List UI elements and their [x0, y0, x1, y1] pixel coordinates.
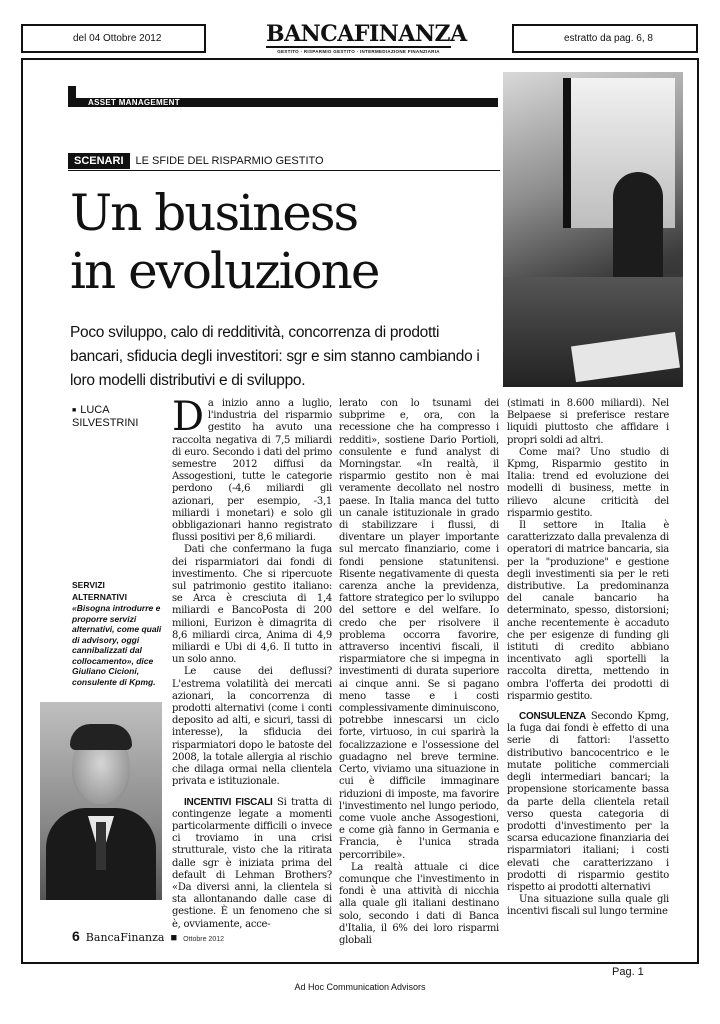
- portrait-tie: [96, 822, 106, 870]
- paragraph: Il settore in Italia è caratterizzato dalla prevalenza di operatori di matrice bancaria, sia per la "produzione" e gestione degli investimenti sia per le reti distributive. La predominanza del canale bancario ha determinato, spesso, distorsioni; anche recentemente è accaduto che per esigenze di funding gli istituti di credito abbiano incentivato agli sportelli la raccolta diretta, mettendo in ombra l'offerta dei prodotti di risparmio gestito.: [507, 520, 669, 702]
- sidenote-title-1: SERVIZI: [72, 580, 105, 590]
- folio-brand: BancaFinanza: [85, 931, 165, 944]
- header-extract: estratto da pag. 6, 8: [564, 33, 653, 44]
- portrait-hair: [70, 724, 132, 750]
- masthead-subtitle: GESTITO - RISPARMIO GESTITO - INTERMEDIAZIONE FINANZIARIA: [277, 49, 440, 54]
- rubric: [68, 152, 500, 171]
- header-date-box: [21, 24, 206, 53]
- paragraph-text: a inizio anno a luglio, l'industria del risparmio gestito ha avuto una raccolta negativa di 7,5 miliardi di euro. Secondo i dati del primo semestre 2012 diffusi da Assogestioni, tutte le categorie perdono (-4,6 miliardi gli azionari, per esempio, -3,1 miliardi i monetari) e solo gli obbligazionari hanno registrato flussi positivi per 8,6 miliardi.: [172, 398, 332, 544]
- headline-line-1: Un business: [70, 184, 358, 242]
- paragraph: La realtà attuale ci dice comunque che l'investimento in fondi è una attività di nicchia alla quale gli italiani destinano solo, secondo i dati di Banca d'Italia, il 6% dei loro risparmi globali: [339, 861, 499, 946]
- subhead: INCENTIVI FISCALI: [184, 796, 273, 808]
- byline-marker: ■: [72, 407, 77, 414]
- article-column-2: [339, 398, 499, 947]
- masthead-logo: BANCAFINANZA: [266, 21, 467, 47]
- office-photo: [503, 72, 683, 387]
- paragraph: Una situazione sulla quale gli incentivi fiscali sul lungo termine: [507, 894, 669, 918]
- header-date: del 04 Ottobre 2012: [73, 33, 162, 44]
- paragraph-text: Secondo Kpmg, la fuga dai fondi è effetto di una serie di fattori: l'assetto distributivo bancocentrico e le mutate politiche commerciali degli intermediari bancari; la propensione storicamente bassa da parte della clientela retail verso questa categoria di prodotti d'investimento per la scarsa educazione finanziaria dei risparmiatori italiani; i costi elevati che caratterizzano i prodotti di risparmio gestito rispetto ai prodotti alternativi: [507, 711, 669, 893]
- paragraph-text: Si tratta di contingenze legate a momenti particolarmente difficili o invece ci troviamo in una crisi strutturale, visto che la ritirata dalle sgr è iniziata prima del default di Lehman Brothers? «Da diversi anni, la clientela si sta allontanando dalle case di gestione. È un fenomeno che si è, ovviamente, acce-: [172, 796, 332, 930]
- sidenote: [72, 580, 168, 687]
- rubric-tag: SCENARI: [68, 153, 130, 169]
- byline-first-name: LUCA: [80, 404, 110, 416]
- headline: [70, 184, 490, 300]
- standfirst: Poco sviluppo, calo di redditività, concorrenza di prodotti bancari, sfiducia degli investitori: sgr e sim stanno cambiando i loro modelli distributivi e di sviluppo.: [70, 324, 480, 389]
- folio-date: Ottobre 2012: [183, 936, 225, 943]
- folio: [72, 928, 224, 944]
- masthead: [266, 21, 467, 54]
- section-label: ASSET MANAGEMENT: [88, 98, 180, 107]
- article-column-1: [172, 394, 332, 931]
- paragraph: [172, 394, 332, 544]
- rubric-topic: LE SFIDE DEL RISPARMIO GESTITO: [135, 155, 324, 167]
- paragraph: [172, 797, 332, 931]
- paragraph: lerato con lo tsunami dei subprime e, ora, con la recessione che ha compresso i redditi», sostiene Dario Portioli, consulente e fund analyst di Morningstar. «In realtà, il risparmio gestito non è mai veramente decollato nel nostro paese. In Italia manca del tutto un canale istituzionale in grado di stabilizzare i flussi, di diventare un player importante sul mercato finanziario, come i fondi pensione statunitensi. Risente negativamente di questa carenza anche la previdenza, fattore strategico per lo sviluppo del settore e del welfare. Io credo che per risolvere il problema occorra favorire, attraverso incentivi fiscali, il risparmiatore che si impegna in investimenti di durata superiore ai cinque anni. Se si pagano meno tasse e i costi complessivamente diminuiscono, potrebbe innescarsi un ciclo forte, virtuoso, in cui sparirà la focalizzazione e l'ossessione del guadagno nel breve termine. Certo, viviamo una situazione in cui è difficile immaginare riduzioni di imposte, ma favorire l'investimento nel lungo periodo, come vuole anche Assogestioni, e come già fanno in Germania e Francia, è l'unica strada percorribile».: [339, 398, 499, 861]
- sidenote-title-2: ALTERNATIVI: [72, 591, 127, 602]
- footer-agency: Ad Hoc Communication Advisors: [294, 982, 426, 992]
- byline-last-name: SILVESTRINI: [72, 417, 139, 429]
- section-bar: [68, 86, 498, 112]
- paragraph: Le cause dei deflussi? L'estrema volatilità dei mercati azionari, la concorrenza di prodotti alternativi (come i conti deposito ad alti, e sicuri, tassi di interesse), la sfiducia dei risparmiatori dopo le batoste del 2008, la totale allergia al rischio che dilaga ormai nella clientela privata e istituzionale.: [172, 666, 332, 788]
- folio-page-number: 6: [72, 928, 80, 944]
- subhead: CONSULENZA: [519, 711, 586, 723]
- article-column-3: [507, 398, 669, 919]
- page-label: Pag. 1: [612, 966, 644, 978]
- portrait-photo: [40, 702, 162, 900]
- paragraph: Dati che confermano la fuga dei risparmiatori dai fondi di investimento. Che si ripercuote sul patrimonio gestito italiano: se Arca è cresciuta di 1,4 miliardi e BancoPosta di 200 milioni, Eurizon è dimagrita di 8,6 miliardi circa, Anima di 4,9 miliardi e Ubi di 4,6. Il tutto in un solo anno.: [172, 544, 332, 666]
- folio-marker: ■: [170, 932, 178, 944]
- paragraph: (stimati in 8.600 miliardi). Nel Belpaese si preferisce restare liquidi piuttosto che affidare i propri soldi ad altri.: [507, 398, 669, 446]
- byline: [72, 404, 138, 430]
- headline-line-2: in evoluzione: [70, 242, 379, 300]
- paragraph: Come mai? Uno studio di Kpmg, Risparmio gestito in Italia: trend ed evoluzione dei modelli di business, mette in rilievo alcune criticità del risparmio gestito.: [507, 446, 669, 519]
- paragraph: [507, 711, 669, 894]
- sidenote-text: «Bisogna introdurre e proporre servizi alternativi, come quali di advisory, oggi cannibalizzati dal collocamento», dice Giuliano Cicioni, consulente di Kpmg.: [72, 603, 162, 687]
- header-extract-box: [512, 24, 698, 53]
- drop-cap: D: [172, 394, 204, 440]
- photo-figure: [613, 172, 663, 292]
